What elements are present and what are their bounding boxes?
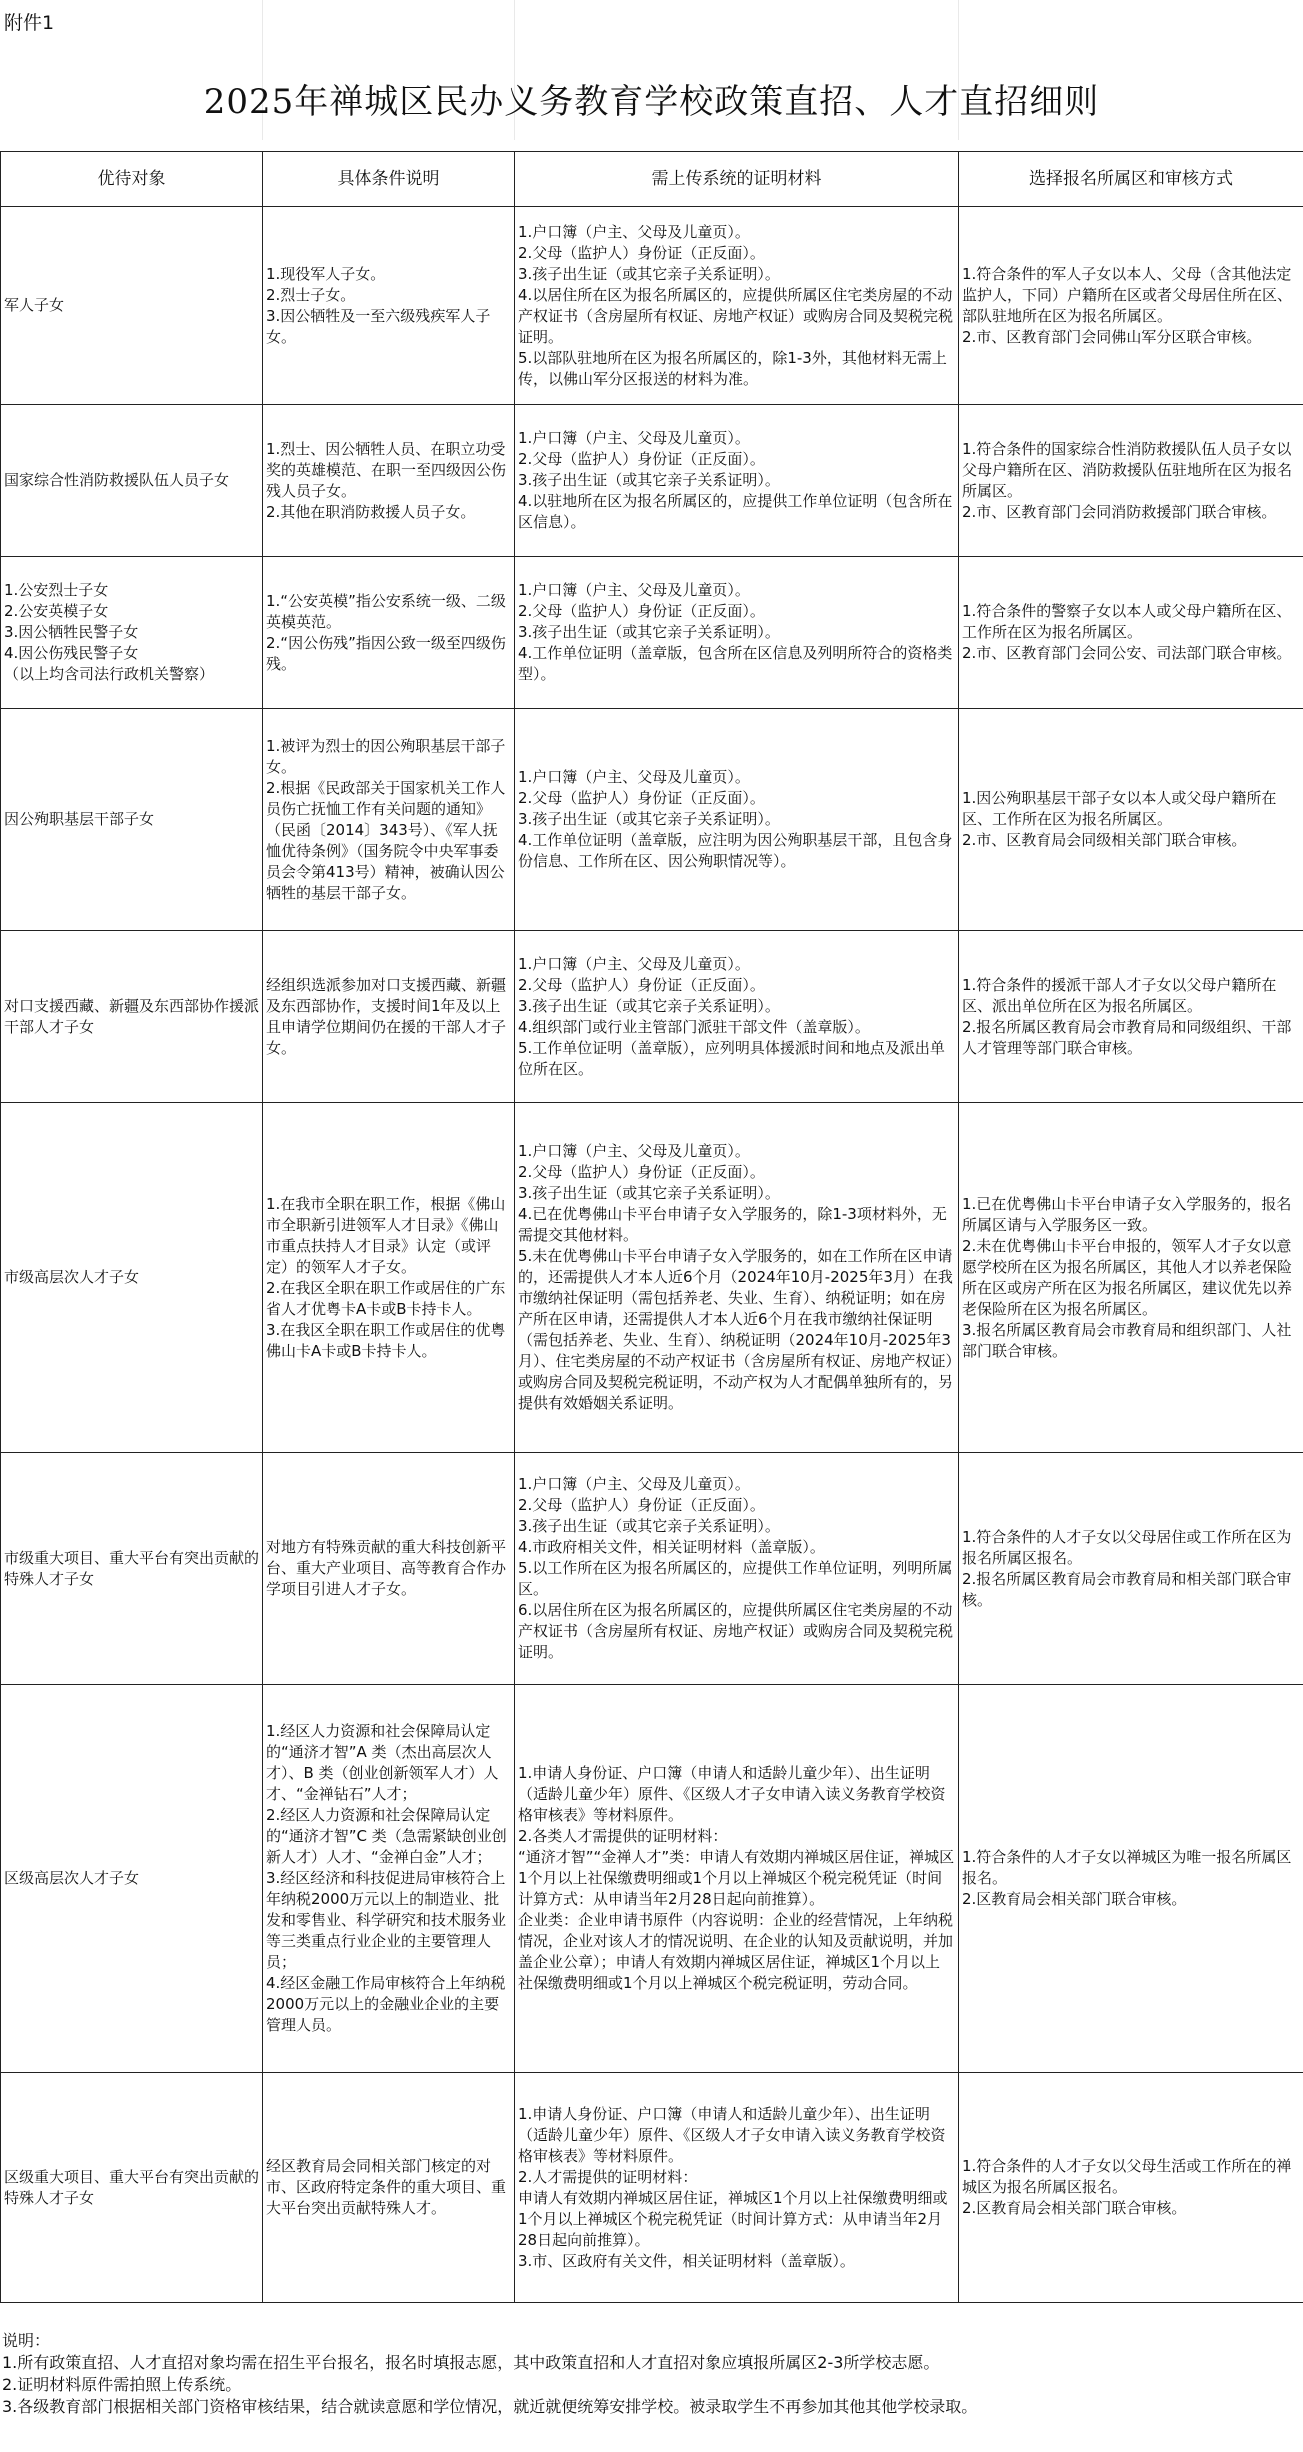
table-row (1, 2073, 1303, 2303)
cell-conditions: 对地方有特殊贡献的重大科技创新平台、重大产业项目、高等教育合作办学项目引进人才子女。 (263, 1453, 515, 1685)
note-item: 2.证明材料原件需拍照上传系统。 (2, 2375, 242, 2394)
cell-conditions: 1.现役军人子女。 2.烈士子女。 3.因公牺牲及一至六级残疾军人子女。 (263, 207, 515, 405)
cell-conditions: 1.被评为烈士的因公殉职基层干部子女。 2.根据《民政部关于国家机关工作人员伤亡抚恤工作有关问题的通知》（民函〔2014〕343号）、《军人抚恤优待条例》（国务院令中央军事委员会令第413号）精神，被确认因公牺牲的基层干部子女。 (263, 709, 515, 931)
cell-conditions: 经区教育局会同相关部门核定的对市、区政府特定条件的重大项目、重大平台突出贡献特殊人才。 (263, 2073, 515, 2303)
cell-review: 1.符合条件的国家综合性消防救援队伍人员子女以父母户籍所在区、消防救援队伍驻地所在区为报名所属区。 2.市、区教育部门会同消防救援部门联合审核。 (959, 405, 1303, 557)
cell-conditions: 1.“公安英模”指公安系统一级、二级英模英范。 2.“因公伤残”指因公致一级至四级伤残。 (263, 557, 515, 709)
table-row (1, 931, 1303, 1103)
cell-target: 军人子女 (1, 207, 263, 405)
cell-conditions: 1.在我市全职在职工作，根据《佛山市全职新引进领军人才目录》《佛山市重点扶持人才目录》认定（或评定）的领军人才子女。 2.在我区全职在职工作或居住的广东省人才优粤卡A卡或B卡持卡人。 3.在我区全职在职工作或居住的优粤佛山卡A卡或B卡持卡人。 (263, 1103, 515, 1453)
column-header-materials: 需上传系统的证明材料 (515, 152, 959, 207)
cell-materials: 1.户口簿（户主、父母及儿童页）。 2.父母（监护人）身份证（正反面）。 3.孩子出生证（或其它亲子关系证明）。 4.已在优粤佛山卡平台申请子女入学服务的，除1-3项材料外，无需提交其他材料。 5.未在优粤佛山卡平台申请子女入学服务的，如在工作所在区申请的，还需提供人才本人近6个月（2024年10月-2025年3月）在我市缴纳社保证明（需包括养老、失业、生育）、纳税证明；如在房产所在区申请，还需提供人才本人近6个月在我市缴纳社保证明（需包括养老、失业、生育）、纳税证明（2024年10月-2025年3月）、住宅类房屋的不动产权证书（含房屋所有权证、房地产权证）或购房合同及契税完税证明，不动产权为人才配偶单独所有的，另提供有效婚姻关系证明。 (515, 1103, 959, 1453)
cell-materials: 1.户口簿（户主、父母及儿童页）。 2.父母（监护人）身份证（正反面）。 3.孩子出生证（或其它亲子关系证明）。 4.以驻地所在区为报名所属区的，应提供工作单位证明（包含所在区信息）。 (515, 405, 959, 557)
policy-table (0, 151, 1303, 2303)
table-row (1, 1685, 1303, 2073)
table-row (1, 405, 1303, 557)
cell-target: 市级重大项目、重大平台有突出贡献的特殊人才子女 (1, 1453, 263, 1685)
cell-review: 1.已在优粤佛山卡平台申请子女入学服务的，报名所属区请与入学服务区一致。 2.未在优粤佛山卡平台申报的，领军人才子女以意愿学校所在区为报名所属区，其他人才以养老保险所在区或房产所在区为报名所属区，建议优先以养老保险所在区为报名所属区。 3.报名所属区教育局会市教育局和组织部门、人社部门联合审核。 (959, 1103, 1303, 1453)
cell-materials: 1.户口簿（户主、父母及儿童页）。 2.父母（监护人）身份证（正反面）。 3.孩子出生证（或其它亲子关系证明）。 4.组织部门或行业主管部门派驻干部文件（盖章版）。 5.工作单位证明（盖章版），应列明具体援派时间和地点及派出单位所在区。 (515, 931, 959, 1103)
cell-review: 1.符合条件的人才子女以父母生活或工作所在的禅城区为报名所属区报名。 2.区教育局会相关部门联合审核。 (959, 2073, 1303, 2303)
cell-review: 1.符合条件的人才子女以父母居住或工作所在区为报名所属区报名。 2.报名所属区教育局会市教育局和相关部门联合审核。 (959, 1453, 1303, 1685)
table-row (1, 557, 1303, 709)
cell-review: 1.符合条件的人才子女以禅城区为唯一报名所属区报名。 2.区教育局会相关部门联合审核。 (959, 1685, 1303, 2073)
table-row (1, 207, 1303, 405)
cell-materials: 1.申请人身份证、户口簿（申请人和适龄儿童少年）、出生证明（适龄儿童少年）原件、《区级人才子女申请入读义务教育学校资格审核表》等材料原件。 2.各类人才需提供的证明材料： “通济才智”“金禅人才”类：申请人有效期内禅城区居住证，禅城区1个月以上社保缴费明细或1个月以上禅城区个税完税凭证（时间计算方式：从申请当年2月28日起向前推算）。 企业类：企业申请书原件（内容说明：企业的经营情况，上年纳税情况，企业对该人才的情况说明、在企业的认知及贡献说明，并加盖企业公章）；申请人有效期内禅城区居住证，禅城区1个月以上社保缴费明细或1个月以上禅城区个税完税证明，劳动合同。 (515, 1685, 959, 2073)
table-row (1, 709, 1303, 931)
table-row (1, 1103, 1303, 1453)
cell-target: 市级高层次人才子女 (1, 1103, 263, 1453)
cell-materials: 1.申请人身份证、户口簿（申请人和适龄儿童少年）、出生证明（适龄儿童少年）原件、《区级人才子女申请入读义务教育学校资格审核表》等材料原件。 2.人才需提供的证明材料： 申请人有效期内禅城区居住证，禅城区1个月以上社保缴费明细或1个月以上禅城区个税完税凭证（时间计算方式：从申请当年2月28日起向前推算）。 3.市、区政府有关文件，相关证明材料（盖章版）。 (515, 2073, 959, 2303)
cell-target: 因公殉职基层干部子女 (1, 709, 263, 931)
cell-materials: 1.户口簿（户主、父母及儿童页）。 2.父母（监护人）身份证（正反面）。 3.孩子出生证（或其它亲子关系证明）。 4.以居住所在区为报名所属区的，应提供所属区住宅类房屋的不动产权证书（含房屋所有权证、房地产权证）或购房合同及契税完税证明。 5.以部队驻地所在区为报名所属区的，除1-3外，其他材料无需上传，以佛山军分区报送的材料为准。 (515, 207, 959, 405)
notes-heading: 说明： (2, 2331, 51, 2350)
note-item: 3.各级教育部门根据相关部门资格审核结果，结合就读意愿和学位情况，就近就便统筹安排学校。被录取学生不再参加其他其他学校录取。 (2, 2397, 978, 2416)
cell-target: 1.公安烈士子女 2.公安英模子女 3.因公牺牲民警子女 4.因公伤残民警子女 （以上均含司法行政机关警察） (1, 557, 263, 709)
column-header-conditions: 具体条件说明 (263, 152, 515, 207)
cell-conditions: 经组织选派参加对口支援西藏、新疆及东西部协作，支援时间1年及以上且申请学位期间仍在援的干部人才子女。 (263, 931, 515, 1103)
cell-materials: 1.户口簿（户主、父母及儿童页）。 2.父母（监护人）身份证（正反面）。 3.孩子出生证（或其它亲子关系证明）。 4.工作单位证明（盖章版，应注明为因公殉职基层干部，且包含身份信息、工作所在区、因公殉职情况等）。 (515, 709, 959, 931)
cell-target: 区级高层次人才子女 (1, 1685, 263, 2073)
table-row (1, 1453, 1303, 1685)
cell-review: 1.符合条件的警察子女以本人或父母户籍所在区、工作所在区为报名所属区。 2.市、区教育部门会同公安、司法部门联合审核。 (959, 557, 1303, 709)
notes-section (2, 2330, 977, 2418)
cell-materials: 1.户口簿（户主、父母及儿童页）。 2.父母（监护人）身份证（正反面）。 3.孩子出生证（或其它亲子关系证明）。 4.市政府相关文件，相关证明材料（盖章版）。 5.以工作所在区为报名所属区的，应提供工作单位证明，列明所属区。 6.以居住所在区为报名所属区的，应提供所属区住宅类房屋的不动产权证书（含房屋所有权证、房地产权证）或购房合同及契税完税证明。 (515, 1453, 959, 1685)
cell-review: 1.因公殉职基层干部子女以本人或父母户籍所在区、工作所在区为报名所属区。 2.市、区教育局会同级相关部门联合审核。 (959, 709, 1303, 931)
cell-target: 国家综合性消防救援队伍人员子女 (1, 405, 263, 557)
column-header-review: 选择报名所属区和审核方式 (959, 152, 1303, 207)
cell-materials: 1.户口簿（户主、父母及儿童页）。 2.父母（监护人）身份证（正反面）。 3.孩子出生证（或其它亲子关系证明）。 4.工作单位证明（盖章版，包含所在区信息及列明所符合的资格类型）。 (515, 557, 959, 709)
cell-target: 对口支援西藏、新疆及东西部协作援派干部人才子女 (1, 931, 263, 1103)
attachment-label: 附件1 (4, 12, 55, 34)
cell-conditions: 1.经区人力资源和社会保障局认定的“通济才智”A 类（杰出高层次人才）、B 类（创业创新领军人才）人才、“金禅钻石”人才； 2.经区人力资源和社会保障局认定的“通济才智”C 类（急需紧缺创业创新人才）人才、“金禅白金”人才； 3.经区经济和科技促进局审核符合上年纳税2000万元以上的制造业、批发和零售业、科学研究和技术服务业等三类重点行业企业的主要管理人员； 4.经区金融工作局审核符合上年纳税2000万元以上的金融业企业的主要管理人员。 (263, 1685, 515, 2073)
cell-conditions: 1.烈士、因公牺牲人员、在职立功受奖的英雄模范、在职一至四级因公伤残人员子女。 2.其他在职消防救援人员子女。 (263, 405, 515, 557)
document-title: 2025年禅城区民办义务教育学校政策直招、人才直招细则 (203, 82, 1100, 122)
cell-review: 1.符合条件的军人子女以本人、父母（含其他法定监护人，下同）户籍所在区或者父母居住所在区、部队驻地所在区为报名所属区。 2.市、区教育部门会同佛山军分区联合审核。 (959, 207, 1303, 405)
cell-target: 区级重大项目、重大平台有突出贡献的特殊人才子女 (1, 2073, 263, 2303)
column-header-target: 优待对象 (1, 152, 263, 207)
table-header-row (1, 152, 1303, 207)
cell-review: 1.符合条件的援派干部人才子女以父母户籍所在区、派出单位所在区为报名所属区。 2.报名所属区教育局会市教育局和同级组织、干部人才管理等部门联合审核。 (959, 931, 1303, 1103)
note-item: 1.所有政策直招、人才直招对象均需在招生平台报名，报名时填报志愿，其中政策直招和人才直招对象应填报所属区2-3所学校志愿。 (2, 2353, 940, 2372)
